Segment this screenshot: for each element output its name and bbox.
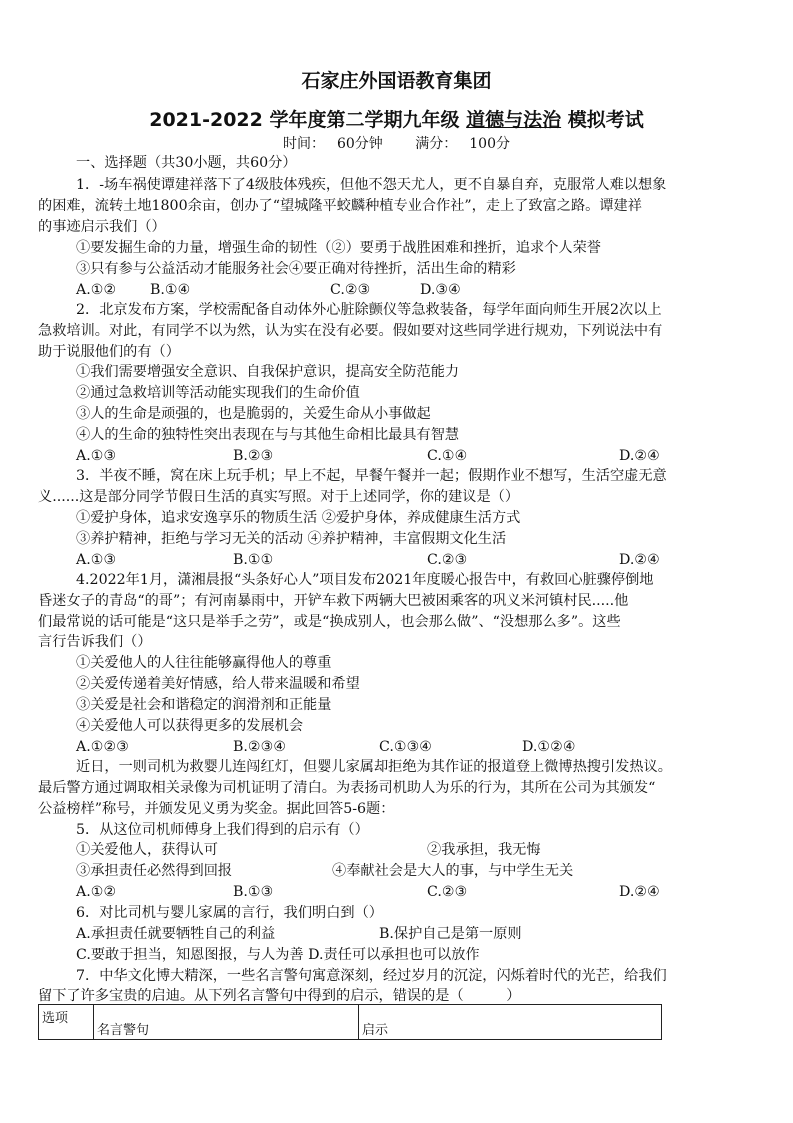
q5-option-c: C.②③: [427, 884, 468, 900]
q7-table: [38, 1004, 662, 1040]
q2-statement: ③人的生命是顽强的，也是脆弱的，关爱生命从小事做起: [76, 406, 431, 422]
exam-subject: 道德与法治: [466, 109, 562, 131]
exam-title-prefix: 2021-2022 学年度第二学期九年级: [149, 109, 460, 131]
q4-line: 4.2022年1月，潇湘晨报“头条好心人”项目发布2021年度暖心报告中，有救回心脏骤停倒地: [76, 572, 654, 588]
q4-option-d: D.①②④: [522, 739, 576, 755]
q2-option-b: B.②③: [233, 448, 274, 464]
score-label: 满分：: [415, 136, 458, 152]
q4-option-a: A.①②③: [76, 739, 129, 755]
q1-line: 的困难，流转土地1800余亩，创办了“望城隆平蛟麟种植专业合作社”，走上了致富之路。谭建祥: [38, 198, 642, 214]
q4-option-b: B.②③④: [233, 739, 287, 755]
q5-statement: ②我承担，我无悔: [427, 842, 541, 858]
table-header-quote: 名言警句: [94, 1005, 359, 1040]
q2-option-c: C.①④: [427, 448, 468, 464]
q1-statement: ①要发掘生命的力量，增强生命的韧性（②）要勇于战胜困难和挫折，追求个人荣誉: [76, 240, 601, 256]
q2-option-a: A.①③: [76, 448, 117, 464]
q3-option-d: D.②④: [619, 552, 660, 568]
time-value: 60分钟: [336, 136, 383, 152]
q1-line: 1．-场车祸使谭建祥落下了4级肢体残疾，但他不怨天尤人，更不自暴自弃，克服常人难以想象: [76, 177, 667, 193]
q2-statement: ②通过急救培训等活动能实现我们的生命价值: [76, 385, 360, 401]
q1-option-d: D.③④: [420, 282, 461, 298]
q4-statement: ①关爱他人的人往往能够赢得他人的尊重: [76, 655, 332, 671]
exam-title: [0, 105, 793, 132]
q6-option-a: A.承担责任就要牺牲自己的利益: [76, 926, 276, 942]
q4-option-c: C.①③④: [379, 739, 433, 755]
q2-line: 助于说服他们的有（）: [38, 344, 180, 360]
table-header-option: 选项: [39, 1005, 94, 1040]
q1-option-a: A.①②: [76, 282, 117, 298]
table-row: [39, 1005, 662, 1040]
q4-line: 们最常说的话可能是“这只是举手之劳”，或是“换成别人，也会那么做”、“没想那么多”。这些: [38, 614, 621, 630]
q5-option-a: A.①②: [76, 884, 117, 900]
q6-stem: 6．对比司机与婴儿家属的言行，我们明白到（）: [76, 905, 383, 921]
q5-statement: ③承担责任必然得到回报: [76, 863, 233, 879]
q1-option-c: C.②③: [330, 282, 371, 298]
section-heading: 一、选择题（共30小题，共60分）: [76, 155, 297, 171]
passage-line: 近日，一则司机为救婴儿连闯红灯，但婴儿家属却拒绝为其作证的报道登上微博热搜引发热议。: [76, 759, 672, 775]
q3-option-c: C.②③: [427, 552, 468, 568]
q1-statement: ③只有参与公益活动才能服务社会④要正确对待挫折，活出生命的精彩: [76, 261, 516, 277]
q1-option-b: B.①④: [150, 282, 191, 298]
q3-statement: ①爱护身体，追求安逸享乐的物质生活 ②爱护身体，养成健康生活方式: [76, 510, 521, 526]
q4-statement: ④关爱他人可以获得更多的发展机会: [76, 718, 304, 734]
q4-line: 言行告诉我们（）: [38, 634, 152, 650]
exam-meta: [0, 133, 793, 153]
q3-option-a: A.①③: [76, 552, 117, 568]
q3-line: 3．半夜不睡，窝在床上玩手机；早上不起，早餐午餐并一起；假期作业不想写，生活空虚无意: [76, 468, 667, 484]
q5-option-d: D.②④: [619, 884, 660, 900]
q2-statement: ①我们需要增强安全意识、自我保护意识，提高安全防范能力: [76, 364, 460, 380]
q5-stem: 5．从这位司机师傅身上我们得到的启示有（）: [76, 822, 369, 838]
q6-option-cd: C.要敢于担当，知恩图报，与人为善 D.责任可以承担也可以放作: [76, 947, 480, 963]
q2-statement: ④人的生命的独特性突出表现在与与其他生命相比最具有智慧: [76, 427, 460, 443]
q2-line: 急救培训。对此，有同学不以为然，认为实在没有必要。假如要对这些同学进行规劝，下列说法中有: [38, 323, 663, 339]
q4-statement: ②关爱传递着美好情感，给人带来温暖和希望: [76, 676, 360, 692]
q1-line: 的事迹启示我们（）: [38, 219, 166, 235]
table-header-insight: 启示: [359, 1005, 662, 1040]
q2-line: 2．北京发布方案，学校需配备自动体外心脏除颤仪等急救装备，每学年面向师生开展2次以上: [76, 302, 662, 318]
q7-line: 留下了许多宝贵的启迪。从下列名言警句中得到的启示，错误的是（ ）: [38, 988, 521, 1004]
time-label: 时间：: [282, 136, 325, 152]
q6-option-b: B.保护自己是第一原则: [379, 926, 522, 942]
passage-line: 最后警方通过调取相关录像为司机证明了清白。为表扬司机助人为乐的行为，其所在公司为其颁发“: [38, 780, 656, 796]
q4-statement: ③关爱是社会和谐稳定的润滑剂和正能量: [76, 697, 332, 713]
q2-option-d: D.②④: [619, 448, 660, 464]
q5-statement: ①关爱他人，获得认可: [76, 842, 218, 858]
school-name: 石家庄外国语教育集团: [301, 70, 492, 92]
exam-title-suffix: 模拟考试: [567, 109, 644, 131]
q5-option-b: B.①③: [233, 884, 274, 900]
q3-option-b: B.①①: [233, 552, 274, 568]
q5-statement: ④奉献社会是大人的事，与中学生无关: [332, 863, 574, 879]
q7-line: 7．中华文化博大精深，一些名言警句寓意深刻，经过岁月的沉淀，闪烁着时代的光芒，给我们: [76, 968, 667, 984]
passage-line: 公益榜样”称号，并颁发见义勇为奖金。据此回答5-6题：: [38, 801, 395, 817]
q3-line: 义......这是部分同学节假日生活的真实写照。对于上述同学，你的建议是（）: [38, 489, 520, 505]
q3-statement: ③养护精神，拒绝与学习无关的活动 ④养护精神，丰富假期文化生活: [76, 531, 507, 547]
score-value: 100分: [469, 136, 510, 152]
q4-line: 昏迷女子的青岛“的哥”；有河南暴雨中，开铲车救下两辆大巴被困乘客的巩义米河镇村民.....他: [38, 593, 629, 609]
